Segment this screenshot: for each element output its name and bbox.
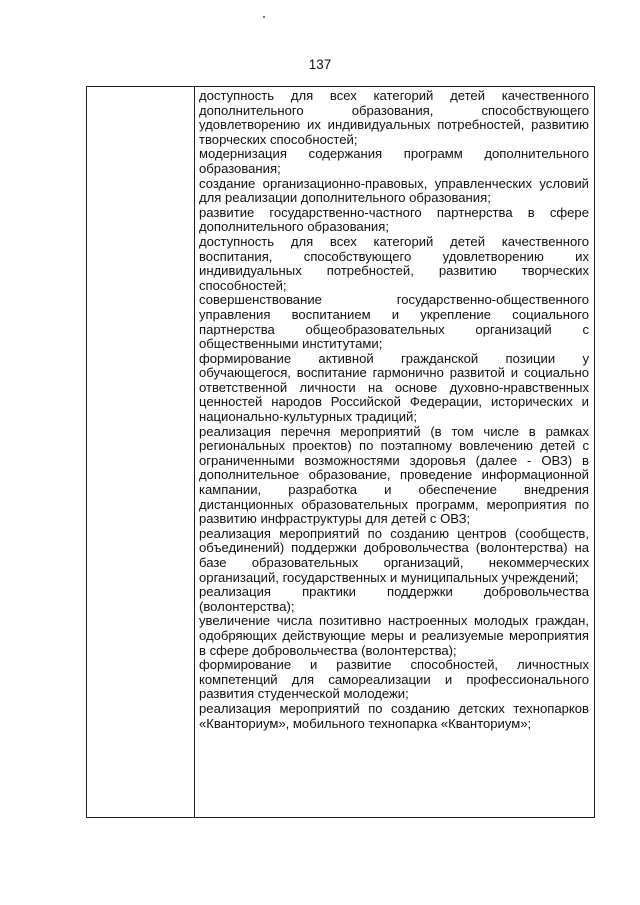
- list-item: создание организационно-правовых, управленческих условий для реализации дополнительного образования;: [199, 175, 589, 206]
- table-cell-measures: [199, 89, 589, 731]
- list-item: формирование и развитие способностей, личностных компетенций для самореализации и профессионального развития студенческой молодежи;: [199, 657, 589, 702]
- scan-speck: [263, 16, 265, 18]
- list-item: формирование активной гражданской позиции у обучающегося, воспитание гармонично развитой и социально ответственной личности на основе духовно-нравственных ценностей народов Российской Федерации, исторических и национально-культурных традиций;: [199, 350, 589, 425]
- list-item: увеличение числа позитивно настроенных молодых граждан, одобряющих действующие меры и реализуемые мероприятия в сфере добровольчества (волонтерства);: [199, 613, 589, 658]
- list-item: модернизация содержания программ дополнительного образования;: [199, 146, 589, 176]
- page-number: 137: [308, 57, 332, 72]
- list-item: реализация мероприятий по созданию детских технопарков «Кванториум», мобильного технопарка «Кванториум»;: [199, 700, 589, 731]
- list-item: развитие государственно-частного партнерства в сфере дополнительного образования;: [199, 204, 589, 235]
- column-divider: [194, 86, 195, 818]
- list-item: реализация мероприятий по созданию центров (сообществ, объединений) поддержки добровольчества (волонтерства) на базе образовательных организаций, некоммерческих организаций, государственных и муниципальных учреждений;: [199, 525, 589, 585]
- list-item: совершенствование государственно-общественного управления воспитанием и укрепление социального партнерства общеобразовательных организаций с общественными институтами;: [199, 292, 589, 352]
- list-item: доступность для всех категорий детей качественного воспитания, способствующего удовлетворению их индивидуальных потребностей, развитию творческих способностей;: [199, 233, 589, 293]
- list-item: доступность для всех категорий детей качественного дополнительного образования, способствующего удовлетворению их индивидуальных потребностей, развитию творческих способностей;: [199, 88, 589, 147]
- list-item: реализация практики поддержки добровольчества (волонтерства);: [199, 584, 589, 614]
- list-item: реализация перечня мероприятий (в том числе в рамках региональных проектов) по поэтапному вовлечению детей с ограниченными возможностями здоровья (далее - ОВЗ) в дополнительное образование, проведение информационной кампании, разработка и обеспечение внедрения дистанционных образовательных программ, мероприятия по развитию инфраструктуры для детей с ОВЗ;: [199, 423, 589, 527]
